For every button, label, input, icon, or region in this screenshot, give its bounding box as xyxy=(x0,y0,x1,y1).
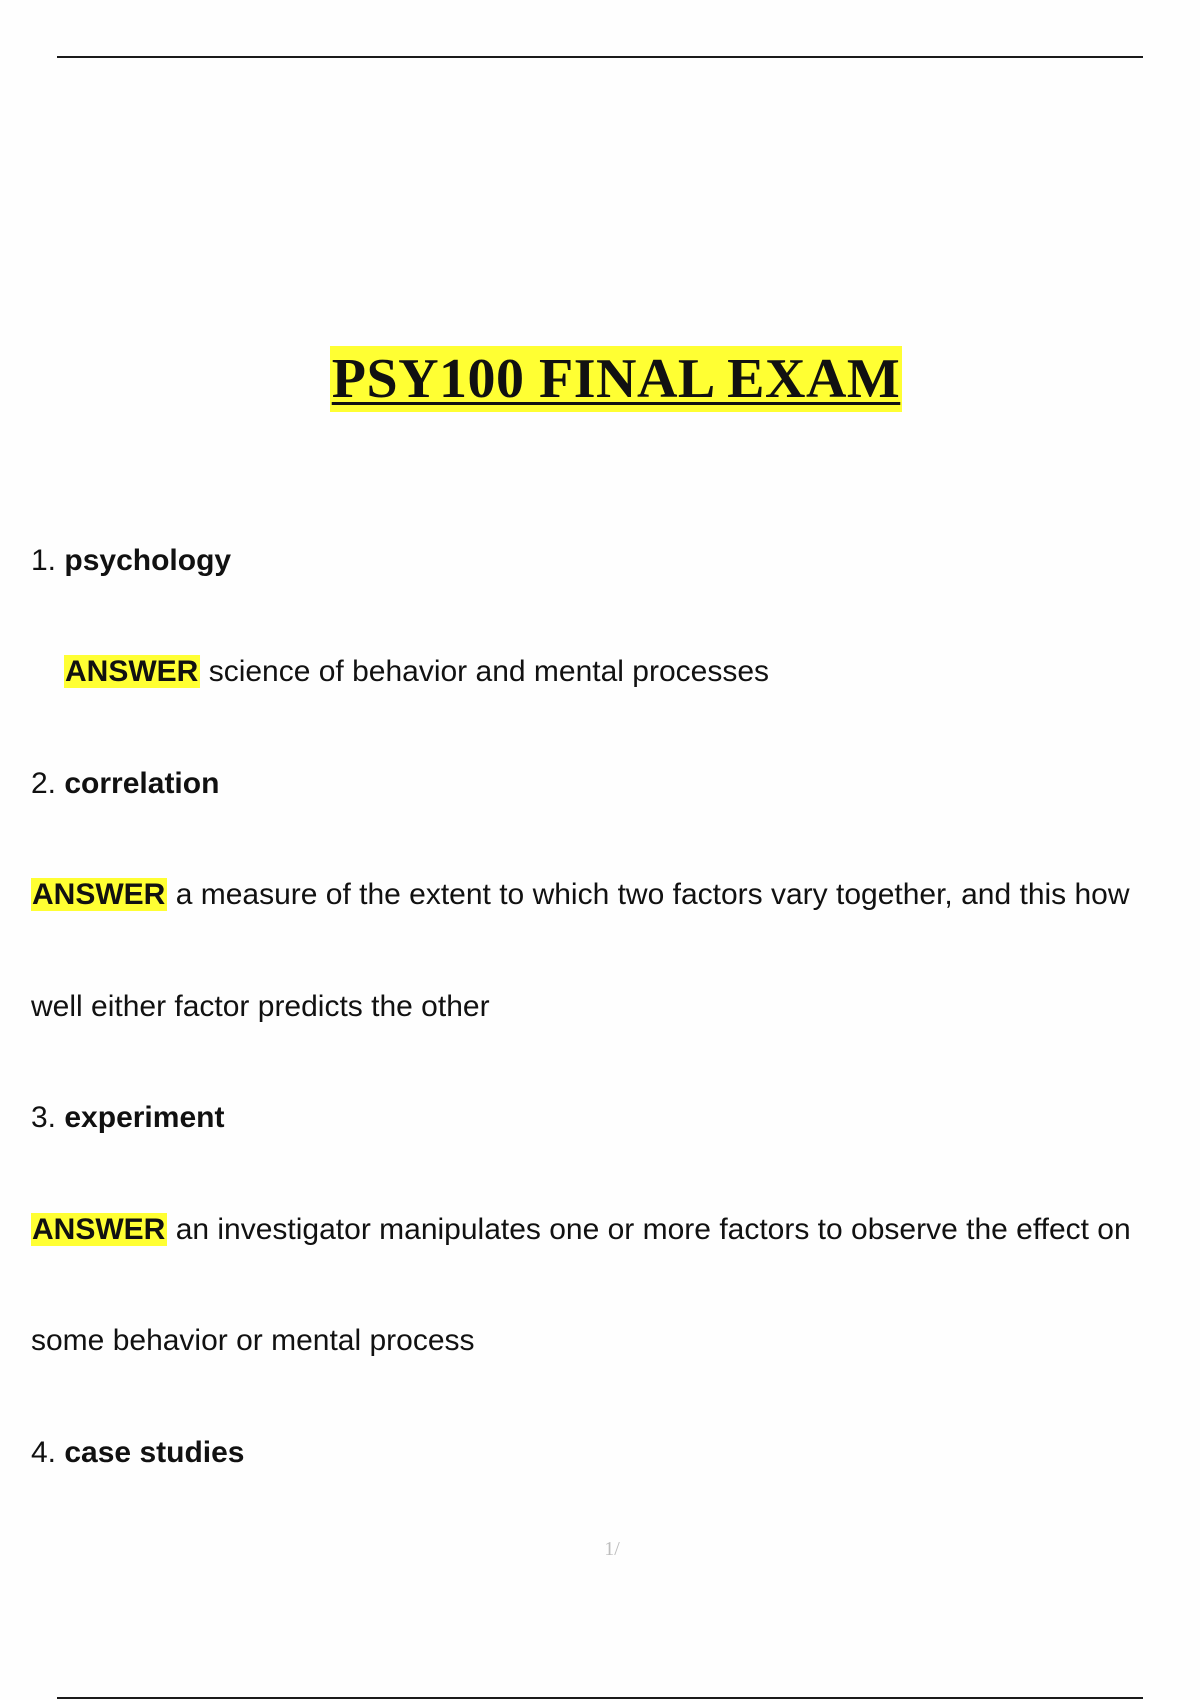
question-3 xyxy=(31,1098,224,1138)
answer-1 xyxy=(64,652,769,692)
question-term: psychology xyxy=(64,544,232,577)
bottom-rule xyxy=(57,1697,1143,1699)
question-2 xyxy=(31,764,219,804)
answer-text: some behavior or mental process xyxy=(31,1324,475,1357)
answer-text: science of behavior and mental processes xyxy=(208,655,770,688)
question-number: 3. xyxy=(31,1101,57,1134)
answer-label: ANSWER xyxy=(32,878,166,911)
title-container xyxy=(0,346,1200,412)
question-4 xyxy=(31,1433,244,1473)
question-term: experiment xyxy=(64,1101,225,1134)
top-rule xyxy=(57,56,1143,58)
page-title: PSY100 FINAL EXAM xyxy=(331,348,901,410)
answer-label: ANSWER xyxy=(65,655,199,688)
question-number: 2. xyxy=(31,767,57,800)
question-term: correlation xyxy=(64,767,220,800)
answer-text: an investigator manipulates one or more factors to observe the effect on xyxy=(175,1213,1131,1246)
answer-text: well either factor predicts the other xyxy=(31,990,490,1023)
answer-label: ANSWER xyxy=(32,1213,166,1246)
question-number: 1. xyxy=(31,544,57,577)
page-number: 1/ xyxy=(604,1538,620,1560)
answer-text: a measure of the extent to which two factors vary together, and this how xyxy=(175,878,1130,911)
answer-3 xyxy=(31,1210,1131,1250)
answer-2 xyxy=(31,875,1130,915)
answer-2-continued xyxy=(31,987,490,1027)
question-term: case studies xyxy=(64,1436,245,1469)
question-number: 4. xyxy=(31,1436,57,1469)
question-1 xyxy=(31,541,231,581)
answer-3-continued xyxy=(31,1321,475,1361)
